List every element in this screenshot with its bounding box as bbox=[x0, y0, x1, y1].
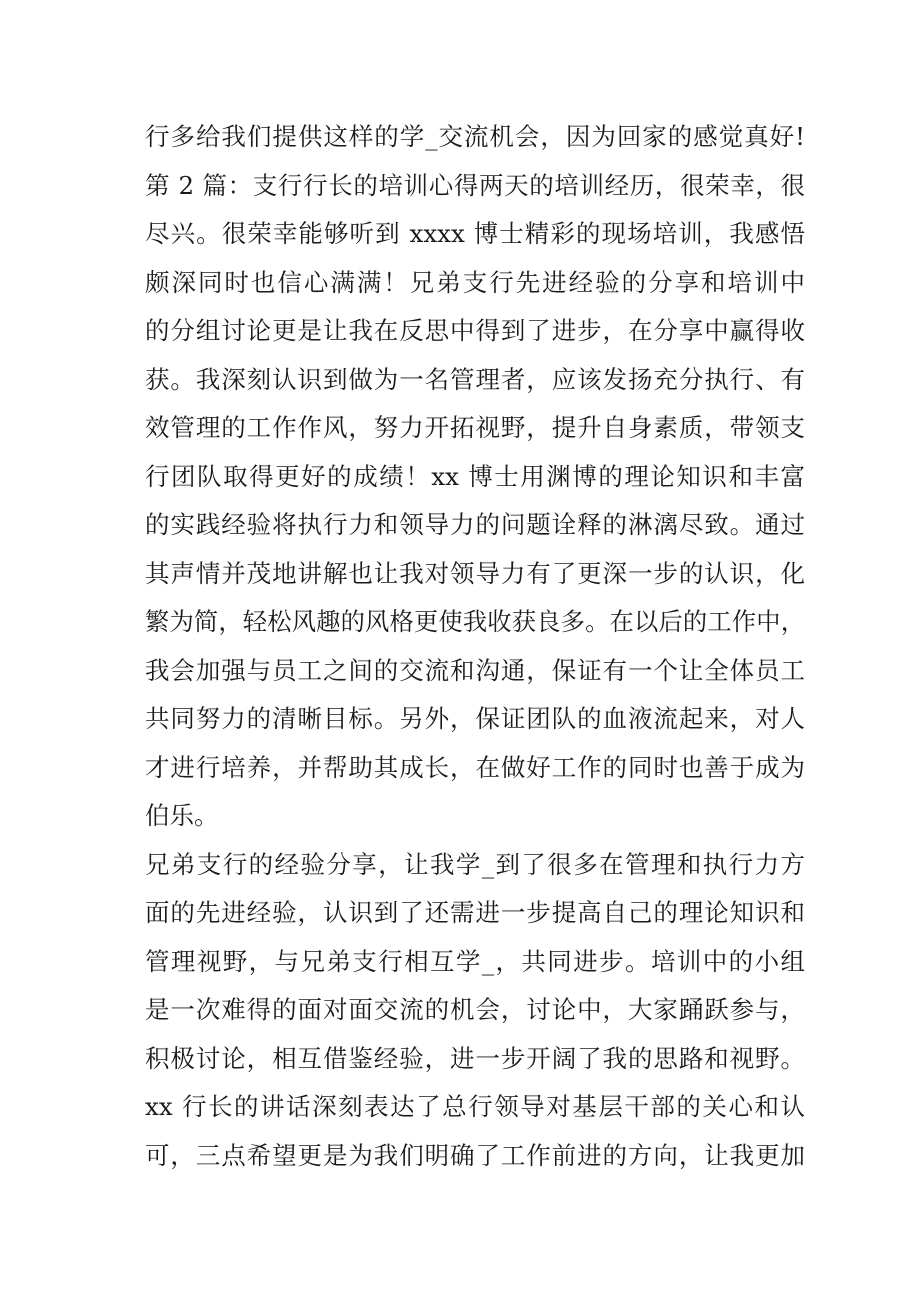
text-line: 颇深同时也信心满满！兄弟支行先进经验的分享和培训中 bbox=[145, 267, 805, 297]
text-line: 其声情并茂地讲解也让我对领导力有了更深一步的认识，化 bbox=[145, 558, 805, 588]
text-line: 的实践经验将执行力和领导力的问题诠释的淋漓尽致。通过 bbox=[145, 510, 805, 539]
text-line: 的分组讨论更是让我在反思中得到了进步，在分享中赢得收 bbox=[145, 316, 805, 345]
text-line: 共同努力的清晰目标。另外，保证团队的血液流起来，对人 bbox=[145, 704, 805, 733]
text-line: 获。我深刻认识到做为一名管理者，应该发扬充分执行、有 bbox=[145, 364, 805, 394]
text-line: 行团队取得更好的成绩！xx 博士用渊博的理论知识和丰富 bbox=[145, 461, 805, 491]
text-line: 管理视野，与兄弟支行相互学_，共同进步。培训中的小组 bbox=[145, 946, 805, 976]
text-line: 才进行培养，并帮助其成长，在做好工作的同时也善于成为 bbox=[145, 752, 805, 782]
text-line: xx 行长的讲话深刻表达了总行领导对基层干部的关心和认 bbox=[145, 1092, 805, 1121]
text-line: 是一次难得的面对面交流的机会，讨论中，大家踊跃参与， bbox=[145, 995, 805, 1024]
text-line: 可，三点希望更是为我们明确了工作前进的方向，让我更加 bbox=[145, 1140, 805, 1170]
text-line: 行多给我们提供这样的学_交流机会，因为回家的感觉真好! bbox=[145, 122, 805, 151]
text-line: 尽兴。很荣幸能够听到 xxxx 博士精彩的现场培训，我感悟 bbox=[145, 219, 805, 248]
text-line: 我会加强与员工之间的交流和沟通，保证有一个让全体员工 bbox=[145, 655, 805, 685]
text-line: 兄弟支行的经验分享，让我学_到了很多在管理和执行力方 bbox=[145, 849, 805, 879]
text-line: 繁为简，轻松风趣的风格更使我收获良多。在以后的工作中， bbox=[145, 607, 805, 636]
text-line: 第 2 篇：支行行长的培训心得两天的培训经历，很荣幸，很 bbox=[145, 170, 805, 200]
text-line: 积极讨论，相互借鉴经验，进一步开阔了我的思路和视野。 bbox=[145, 1043, 805, 1073]
text-line: 面的先进经验，认识到了还需进一步提高自己的理论知识和 bbox=[145, 898, 805, 927]
body-text bbox=[145, 113, 805, 1180]
text-line: 伯乐。 bbox=[145, 801, 219, 830]
text-line: 效管理的工作作风，努力开拓视野，提升自身素质，带领支 bbox=[145, 413, 805, 442]
